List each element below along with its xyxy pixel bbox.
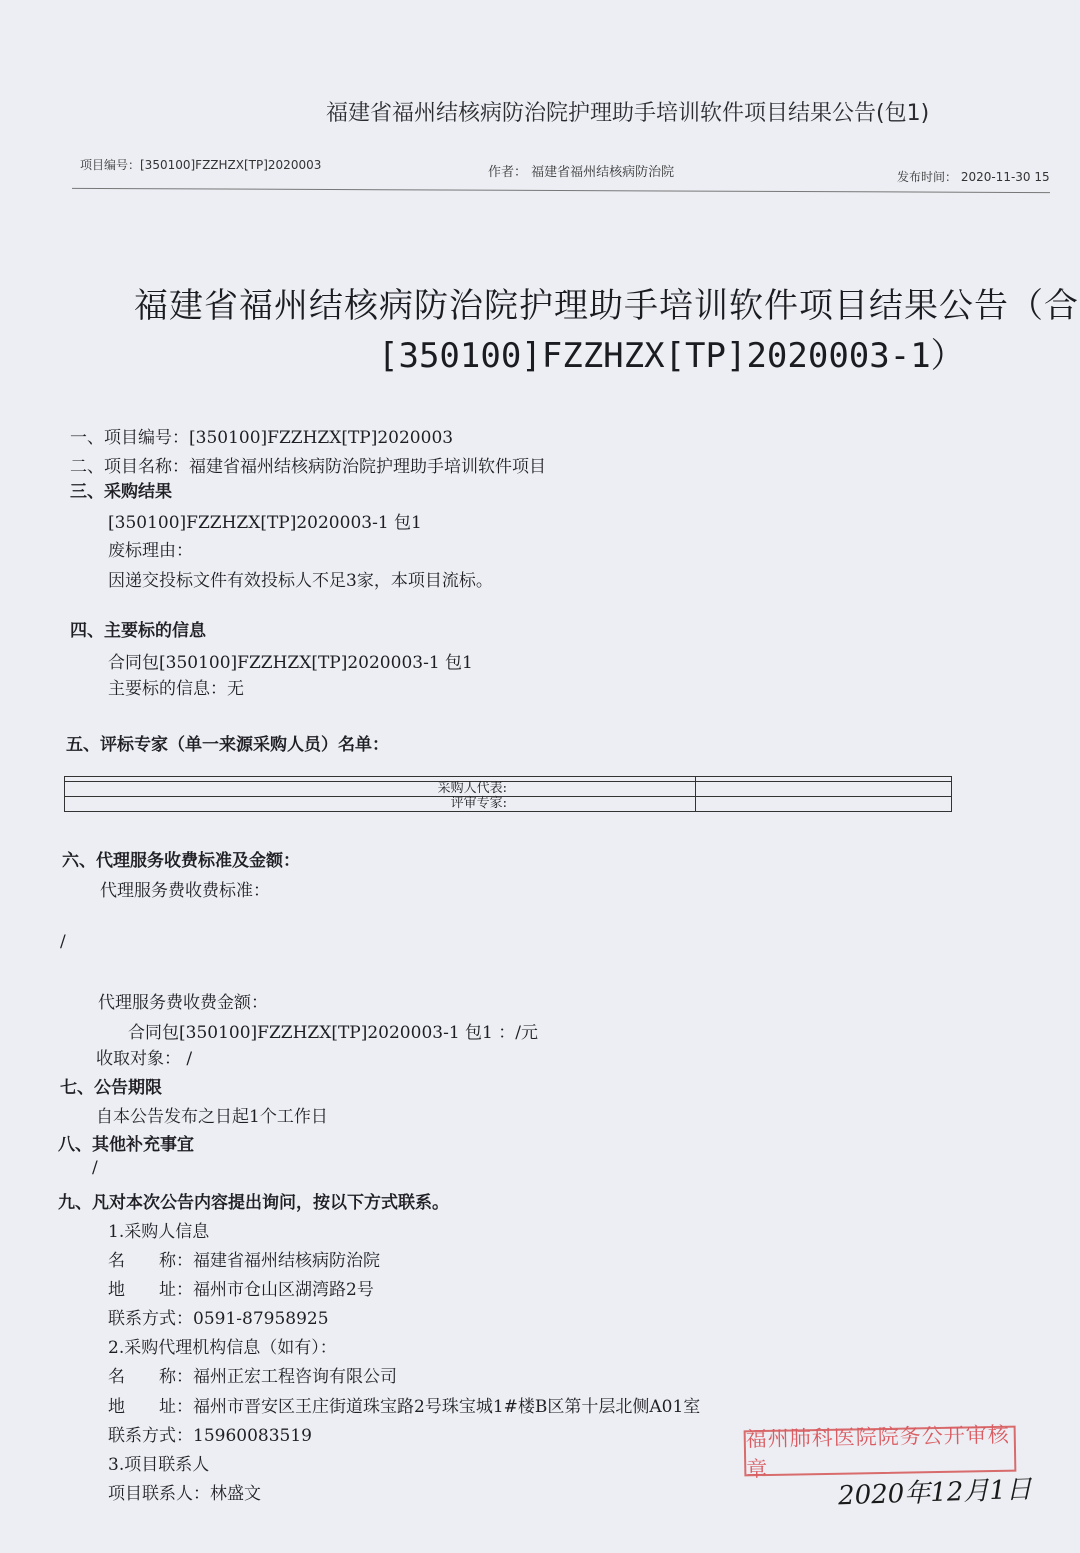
- table-row: [65, 782, 952, 797]
- purchaser-phone: 联系方式：0591-87958925: [108, 1309, 329, 1329]
- handwritten-date: 2020年12月1日: [837, 1474, 1033, 1512]
- section-other-heading: 八、其他补充事宜: [58, 1135, 194, 1155]
- header-title: 福建省福州结核病防治院护理助手培训软件项目结果公告(包1): [326, 101, 930, 126]
- subject-package: 合同包[350100]FZZHZX[TP]2020003-1 包1: [108, 653, 473, 673]
- approval-stamp: 福州肺科医院院务公开审核章: [744, 1426, 1017, 1477]
- expert-row-value: [696, 797, 952, 812]
- header-project-no: 项目编号：[350100]FZZHZX[TP]2020003: [80, 158, 322, 172]
- header-divider: [72, 188, 1050, 193]
- header-publish-time: 发布时间： 2020-11-30 15: [897, 170, 1050, 184]
- table-row: [65, 797, 952, 812]
- section-contact-heading: 九、凡对本次公告内容提出询问，按以下方式联系。: [58, 1193, 449, 1213]
- result-reason-label: 废标理由：: [108, 541, 193, 561]
- expert-table: [64, 776, 952, 812]
- doc-title-line2: [350100]FZZHZX[TP]2020003-1）: [378, 336, 965, 376]
- fee-standard-label: 代理服务费收费标准：: [100, 881, 270, 901]
- contact-person: 项目联系人：林盛文: [108, 1484, 261, 1504]
- subject-info: 主要标的信息：无: [108, 679, 244, 699]
- fee-amount-label: 代理服务费收费金额：: [98, 993, 268, 1013]
- contact-person-title: 3.项目联系人: [108, 1455, 210, 1475]
- agency-name: 名 称：福州正宏工程咨询有限公司: [108, 1367, 397, 1387]
- fee-standard-value: /: [60, 932, 66, 952]
- expert-row-value: [696, 782, 952, 797]
- section-experts-heading: 五、评标专家（单一来源采购人员）名单：: [66, 735, 389, 755]
- expert-row-label: 采购人代表:: [65, 782, 696, 797]
- other-text: /: [92, 1158, 98, 1178]
- doc-title-line1: 福建省福州结核病防治院护理助手培训软件项目结果公告（合: [134, 286, 1079, 326]
- purchaser-address: 地 址：福州市仓山区湖湾路2号: [108, 1280, 374, 1300]
- header-author: 作者： 福建省福州结核病防治院: [488, 165, 675, 180]
- section-project-no: 一、项目编号：[350100]FZZHZX[TP]2020003: [70, 428, 454, 448]
- section-project-name: 二、项目名称：福建省福州结核病防治院护理助手培训软件项目: [70, 457, 546, 477]
- fee-amount: 合同包[350100]FZZHZX[TP]2020003-1 包1 ：/元: [128, 1023, 538, 1043]
- purchaser-info-title: 1.采购人信息: [108, 1222, 210, 1242]
- section-fee-heading: 六、代理服务收费标准及金额：: [62, 851, 300, 871]
- section-result-heading: 三、采购结果: [70, 482, 172, 502]
- expert-row-label: 评审专家:: [65, 797, 696, 812]
- agency-address: 地 址：福州市晋安区王庄街道珠宝路2号珠宝城1#楼B区第十层北侧A01室: [108, 1397, 701, 1417]
- purchaser-name: 名 称：福建省福州结核病防治院: [108, 1251, 380, 1271]
- result-package: [350100]FZZHZX[TP]2020003-1 包1: [108, 513, 422, 533]
- agency-phone: 联系方式：15960083519: [108, 1426, 312, 1446]
- period-text: 自本公告发布之日起1个工作日: [96, 1107, 328, 1127]
- section-subject-heading: 四、主要标的信息: [70, 621, 206, 641]
- section-period-heading: 七、公告期限: [60, 1078, 162, 1098]
- agency-info-title: 2.采购代理机构信息（如有）：: [108, 1338, 337, 1358]
- fee-target: 收取对象： /: [96, 1049, 193, 1069]
- result-reason: 因递交投标文件有效投标人不足3家，本项目流标。: [108, 571, 493, 591]
